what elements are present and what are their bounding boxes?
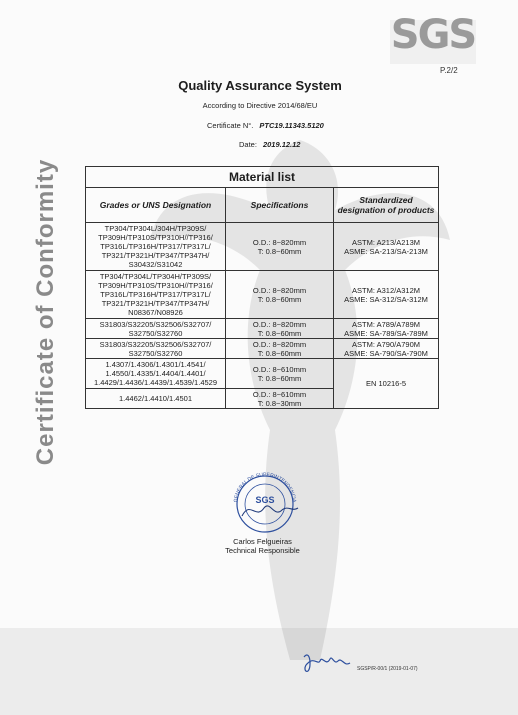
header-specifications: Specifications <box>226 188 334 223</box>
signature-stroke <box>242 506 298 516</box>
stamp-center-text: SGS <box>255 495 275 505</box>
certificate-label: Certificate N°. <box>207 121 254 130</box>
grades-cell: TP304/TP304L/TP304H/TP309S/ TP309H/TP310S/TP310H//TP316/ TP316L/TP316H/TP317/TP317L/ TP321/TP321H/TP347/TP347H/ N08367/N08926 <box>86 271 226 319</box>
header-standard: Standardized designation of products <box>334 188 439 223</box>
certificate-line <box>207 121 324 130</box>
spec-cell: O.D.: 8~820mm T: 0.8~60mm <box>226 319 334 339</box>
table-row <box>86 223 439 271</box>
standard-cell: EN 10216-5 <box>334 359 439 409</box>
form-code: SGSP/R-00/1 (2019-01-07) <box>357 666 418 672</box>
standard-cell: ASTM: A312/A312M ASME: SA-312/SA-312M <box>334 271 439 319</box>
table-row <box>86 271 439 319</box>
grades-cell: S31803/S32205/S32506/S32707/ S32750/S32760 <box>86 339 226 359</box>
side-title: Certificate of Conformity <box>32 158 59 466</box>
spec-cell: O.D.: 8~610mm T: 0.8~60mm <box>226 359 334 389</box>
grades-cell: 1.4307/1.4306/1.4301/1.4541/ 1.4550/1.4335/1.4404/1.4401/ 1.4429/1.4436/1.4439/1.4539/1.4529 <box>86 359 226 389</box>
initials-signature <box>300 645 360 675</box>
table-row <box>86 339 439 359</box>
signer-name: Carlos Felgueiras <box>233 537 292 546</box>
certificate-number: PTC19.11343.5120 <box>259 121 324 130</box>
signer-role: Technical Responsible <box>225 546 300 555</box>
sgs-logo: SGS <box>390 12 476 58</box>
spec-cell: O.D.: 8~820mm T: 0.8~60mm <box>226 271 334 319</box>
header-grades: Grades or UNS Designation <box>86 188 226 223</box>
grades-cell: S31803/S32205/S32506/S32707/ S32750/S32760 <box>86 319 226 339</box>
spec-cell: O.D.: 8~820mm T: 0.8~60mm <box>226 223 334 271</box>
standard-cell: ASTM: A790/A790M ASME: SA-790/SA-790M <box>334 339 439 359</box>
material-list-table <box>85 166 439 409</box>
grades-cell: 1.4462/1.4410/1.4501 <box>86 389 226 409</box>
directive-line: According to Directive 2014/68/EU <box>202 101 318 110</box>
stamp-ring-text: GENERAL DE SUPERINTENDENCIA <box>233 471 297 503</box>
sgs-stamp <box>220 470 310 536</box>
document-title: Quality Assurance System <box>178 78 342 93</box>
table-row <box>86 319 439 339</box>
date-label: Date: <box>239 140 257 149</box>
standard-cell: ASTM: A789/A789M ASME: SA-789/SA-789M <box>334 319 439 339</box>
material-list-caption: Material list <box>86 167 439 188</box>
spec-cell: O.D.: 8~610mm T: 0.8~30mm <box>226 389 334 409</box>
date-value: 2019.12.12 <box>262 140 301 149</box>
page-number: P.2/2 <box>440 66 458 75</box>
grades-cell: TP304/TP304L/304H/TP309S/ TP309H/TP310S/TP310H//TP316/ TP316L/TP316H/TP317/TP317L/ TP321/TP321H/TP347/TP347H/ S30432/S31042 <box>86 223 226 271</box>
table-row <box>86 359 439 389</box>
spec-cell: O.D.: 8~820mm T: 0.8~60mm <box>226 339 334 359</box>
standard-cell: ASTM: A213/A213M ASME: SA-213/SA-213M <box>334 223 439 271</box>
date-line <box>239 140 300 149</box>
